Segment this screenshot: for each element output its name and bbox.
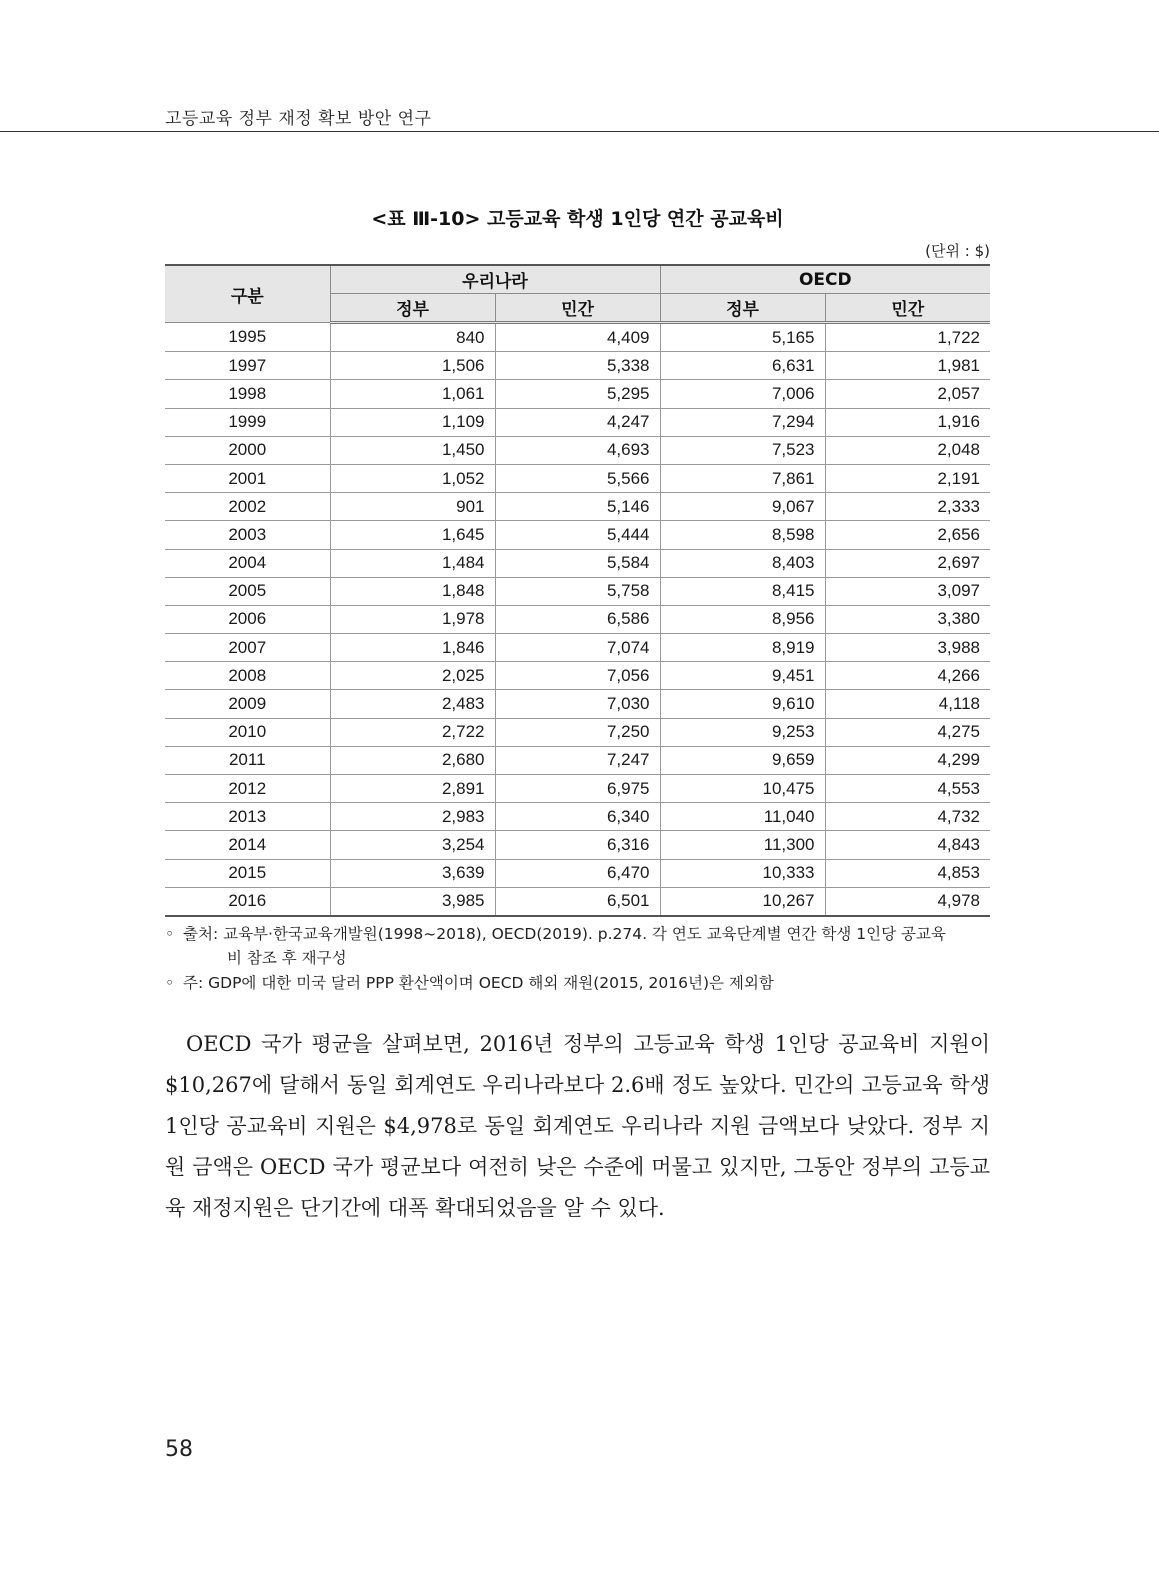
table-row bbox=[165, 662, 990, 690]
oecd-private-cell: 3,380 bbox=[825, 605, 990, 633]
table-row bbox=[165, 746, 990, 774]
oecd-private-cell: 4,978 bbox=[825, 887, 990, 916]
korea-government-cell: 1,978 bbox=[330, 605, 495, 633]
year-cell: 2013 bbox=[165, 803, 330, 831]
korea-private-cell: 6,501 bbox=[495, 887, 660, 916]
year-cell: 2001 bbox=[165, 464, 330, 492]
header-oecd-private: 민간 bbox=[825, 294, 990, 323]
year-cell: 1997 bbox=[165, 352, 330, 380]
korea-private-cell: 6,316 bbox=[495, 831, 660, 859]
korea-government-cell: 2,891 bbox=[330, 775, 495, 803]
expenditure-table bbox=[165, 264, 990, 917]
table-row bbox=[165, 859, 990, 887]
korea-government-cell: 1,052 bbox=[330, 464, 495, 492]
oecd-government-cell: 7,006 bbox=[660, 380, 825, 408]
year-cell: 2006 bbox=[165, 605, 330, 633]
oecd-government-cell: 8,403 bbox=[660, 549, 825, 577]
oecd-private-cell: 4,843 bbox=[825, 831, 990, 859]
oecd-private-cell: 4,732 bbox=[825, 803, 990, 831]
oecd-government-cell: 9,253 bbox=[660, 718, 825, 746]
oecd-government-cell: 10,267 bbox=[660, 887, 825, 916]
oecd-government-cell: 7,861 bbox=[660, 464, 825, 492]
footnote bbox=[165, 971, 774, 995]
korea-government-cell: 1,846 bbox=[330, 634, 495, 662]
oecd-government-cell: 9,610 bbox=[660, 690, 825, 718]
korea-private-cell: 5,584 bbox=[495, 549, 660, 577]
footnote-text: 주: GDP에 대한 미국 달러 PPP 환산액이며 OECD 해외 재원(2015, 2016년)은 제외함 bbox=[183, 974, 774, 992]
korea-private-cell: 6,470 bbox=[495, 859, 660, 887]
korea-private-cell: 7,250 bbox=[495, 718, 660, 746]
korea-government-cell: 2,983 bbox=[330, 803, 495, 831]
oecd-private-cell: 3,988 bbox=[825, 634, 990, 662]
year-cell: 2003 bbox=[165, 521, 330, 549]
korea-private-cell: 5,146 bbox=[495, 493, 660, 521]
table-row bbox=[165, 464, 990, 492]
oecd-private-cell: 2,057 bbox=[825, 380, 990, 408]
year-cell: 2014 bbox=[165, 831, 330, 859]
source-note bbox=[165, 922, 946, 970]
korea-private-cell: 4,693 bbox=[495, 436, 660, 464]
body-text bbox=[165, 1024, 990, 1229]
year-cell: 2012 bbox=[165, 775, 330, 803]
oecd-private-cell: 1,916 bbox=[825, 408, 990, 436]
year-cell: 2011 bbox=[165, 746, 330, 774]
oecd-government-cell: 8,956 bbox=[660, 605, 825, 633]
year-cell: 2015 bbox=[165, 859, 330, 887]
header-korea-government: 정부 bbox=[330, 294, 495, 323]
oecd-government-cell: 8,415 bbox=[660, 577, 825, 605]
korea-government-cell: 1,484 bbox=[330, 549, 495, 577]
korea-private-cell: 6,340 bbox=[495, 803, 660, 831]
table-row bbox=[165, 493, 990, 521]
oecd-private-cell: 4,118 bbox=[825, 690, 990, 718]
oecd-government-cell: 6,631 bbox=[660, 352, 825, 380]
oecd-private-cell: 1,722 bbox=[825, 323, 990, 352]
table-row bbox=[165, 436, 990, 464]
korea-private-cell: 5,444 bbox=[495, 521, 660, 549]
oecd-government-cell: 8,598 bbox=[660, 521, 825, 549]
table-row bbox=[165, 775, 990, 803]
korea-government-cell: 1,645 bbox=[330, 521, 495, 549]
korea-government-cell: 3,985 bbox=[330, 887, 495, 916]
note-bullet: ◦ bbox=[165, 974, 175, 992]
table-row bbox=[165, 549, 990, 577]
table-row bbox=[165, 521, 990, 549]
korea-government-cell: 901 bbox=[330, 493, 495, 521]
korea-private-cell: 5,566 bbox=[495, 464, 660, 492]
year-cell: 1998 bbox=[165, 380, 330, 408]
korea-government-cell: 1,506 bbox=[330, 352, 495, 380]
year-cell: 2010 bbox=[165, 718, 330, 746]
source-line-2: 비 참조 후 재구성 bbox=[227, 949, 347, 967]
korea-government-cell: 1,061 bbox=[330, 380, 495, 408]
table-row bbox=[165, 718, 990, 746]
oecd-private-cell: 2,333 bbox=[825, 493, 990, 521]
running-header: 고등교육 정부 재정 확보 방안 연구 bbox=[165, 109, 432, 129]
table-row bbox=[165, 380, 990, 408]
note-bullet: ◦ bbox=[165, 925, 175, 943]
year-cell: 2005 bbox=[165, 577, 330, 605]
oecd-government-cell: 5,165 bbox=[660, 323, 825, 352]
korea-private-cell: 7,056 bbox=[495, 662, 660, 690]
source-line-1: 출처: 교육부·한국교육개발원(1998~2018), OECD(2019). p.274. 각 연도 교육단계별 연간 학생 1인당 공교육 bbox=[183, 925, 946, 943]
oecd-government-cell: 8,919 bbox=[660, 634, 825, 662]
korea-government-cell: 2,483 bbox=[330, 690, 495, 718]
oecd-private-cell: 2,191 bbox=[825, 464, 990, 492]
table-body bbox=[165, 323, 990, 916]
korea-private-cell: 5,295 bbox=[495, 380, 660, 408]
korea-government-cell: 2,680 bbox=[330, 746, 495, 774]
table-row bbox=[165, 887, 990, 916]
oecd-government-cell: 9,659 bbox=[660, 746, 825, 774]
korea-government-cell: 2,722 bbox=[330, 718, 495, 746]
korea-private-cell: 6,586 bbox=[495, 605, 660, 633]
oecd-government-cell: 9,067 bbox=[660, 493, 825, 521]
page-number: 58 bbox=[165, 1437, 193, 1462]
table-row bbox=[165, 605, 990, 633]
oecd-private-cell: 2,697 bbox=[825, 549, 990, 577]
korea-government-cell: 1,848 bbox=[330, 577, 495, 605]
oecd-government-cell: 10,333 bbox=[660, 859, 825, 887]
oecd-private-cell: 4,553 bbox=[825, 775, 990, 803]
oecd-private-cell: 2,048 bbox=[825, 436, 990, 464]
korea-private-cell: 4,247 bbox=[495, 408, 660, 436]
korea-private-cell: 7,030 bbox=[495, 690, 660, 718]
korea-private-cell: 7,074 bbox=[495, 634, 660, 662]
oecd-private-cell: 2,656 bbox=[825, 521, 990, 549]
header-category: 구분 bbox=[165, 265, 330, 323]
year-cell: 2007 bbox=[165, 634, 330, 662]
table-row bbox=[165, 690, 990, 718]
korea-government-cell: 840 bbox=[330, 323, 495, 352]
year-cell: 2004 bbox=[165, 549, 330, 577]
header-group-korea: 우리나라 bbox=[330, 265, 660, 294]
year-cell: 1999 bbox=[165, 408, 330, 436]
header-oecd-government: 정부 bbox=[660, 294, 825, 323]
oecd-government-cell: 11,300 bbox=[660, 831, 825, 859]
oecd-private-cell: 1,981 bbox=[825, 352, 990, 380]
korea-private-cell: 7,247 bbox=[495, 746, 660, 774]
year-cell: 1995 bbox=[165, 323, 330, 352]
oecd-private-cell: 4,275 bbox=[825, 718, 990, 746]
oecd-government-cell: 7,294 bbox=[660, 408, 825, 436]
table-row bbox=[165, 323, 990, 352]
unit-note: (단위 : $) bbox=[925, 242, 990, 260]
korea-private-cell: 5,338 bbox=[495, 352, 660, 380]
korea-government-cell: 3,639 bbox=[330, 859, 495, 887]
table-row bbox=[165, 352, 990, 380]
table-row bbox=[165, 803, 990, 831]
table-row bbox=[165, 408, 990, 436]
korea-government-cell: 3,254 bbox=[330, 831, 495, 859]
year-cell: 2016 bbox=[165, 887, 330, 916]
oecd-private-cell: 4,853 bbox=[825, 859, 990, 887]
table-row bbox=[165, 577, 990, 605]
header-korea-private: 민간 bbox=[495, 294, 660, 323]
oecd-private-cell: 4,266 bbox=[825, 662, 990, 690]
header-rule bbox=[0, 131, 1159, 132]
oecd-government-cell: 9,451 bbox=[660, 662, 825, 690]
korea-private-cell: 4,409 bbox=[495, 323, 660, 352]
table-title: <표 Ⅲ-10> 고등교육 학생 1인당 연간 공교육비 bbox=[371, 208, 784, 230]
header-group-oecd: OECD bbox=[660, 265, 990, 294]
korea-private-cell: 5,758 bbox=[495, 577, 660, 605]
oecd-government-cell: 7,523 bbox=[660, 436, 825, 464]
year-cell: 2008 bbox=[165, 662, 330, 690]
body-paragraph: OECD 국가 평균을 살펴보면, 2016년 정부의 고등교육 학생 1인당 공교육비 지원이 $10,267에 달해서 동일 회계연도 우리나라보다 2.6배 정도 높았다. 민간의 고등교육 학생 1인당 공교육비 지원은 $4,978로 동일 회계연도 우리나라 지원 금액보다 낮았다. 정부 지원 금액은 OECD 국가 평균보다 여전히 낮은 수준에 머물고 있지만, 그동안 정부의 고등교육 재정지원은 단기간에 대폭 확대되었음을 알 수 있다. bbox=[165, 1032, 990, 1220]
oecd-government-cell: 11,040 bbox=[660, 803, 825, 831]
korea-government-cell: 2,025 bbox=[330, 662, 495, 690]
year-cell: 2009 bbox=[165, 690, 330, 718]
oecd-government-cell: 10,475 bbox=[660, 775, 825, 803]
year-cell: 2000 bbox=[165, 436, 330, 464]
table-row bbox=[165, 634, 990, 662]
year-cell: 2002 bbox=[165, 493, 330, 521]
korea-private-cell: 6,975 bbox=[495, 775, 660, 803]
korea-government-cell: 1,109 bbox=[330, 408, 495, 436]
korea-government-cell: 1,450 bbox=[330, 436, 495, 464]
oecd-private-cell: 3,097 bbox=[825, 577, 990, 605]
oecd-private-cell: 4,299 bbox=[825, 746, 990, 774]
table-row bbox=[165, 831, 990, 859]
